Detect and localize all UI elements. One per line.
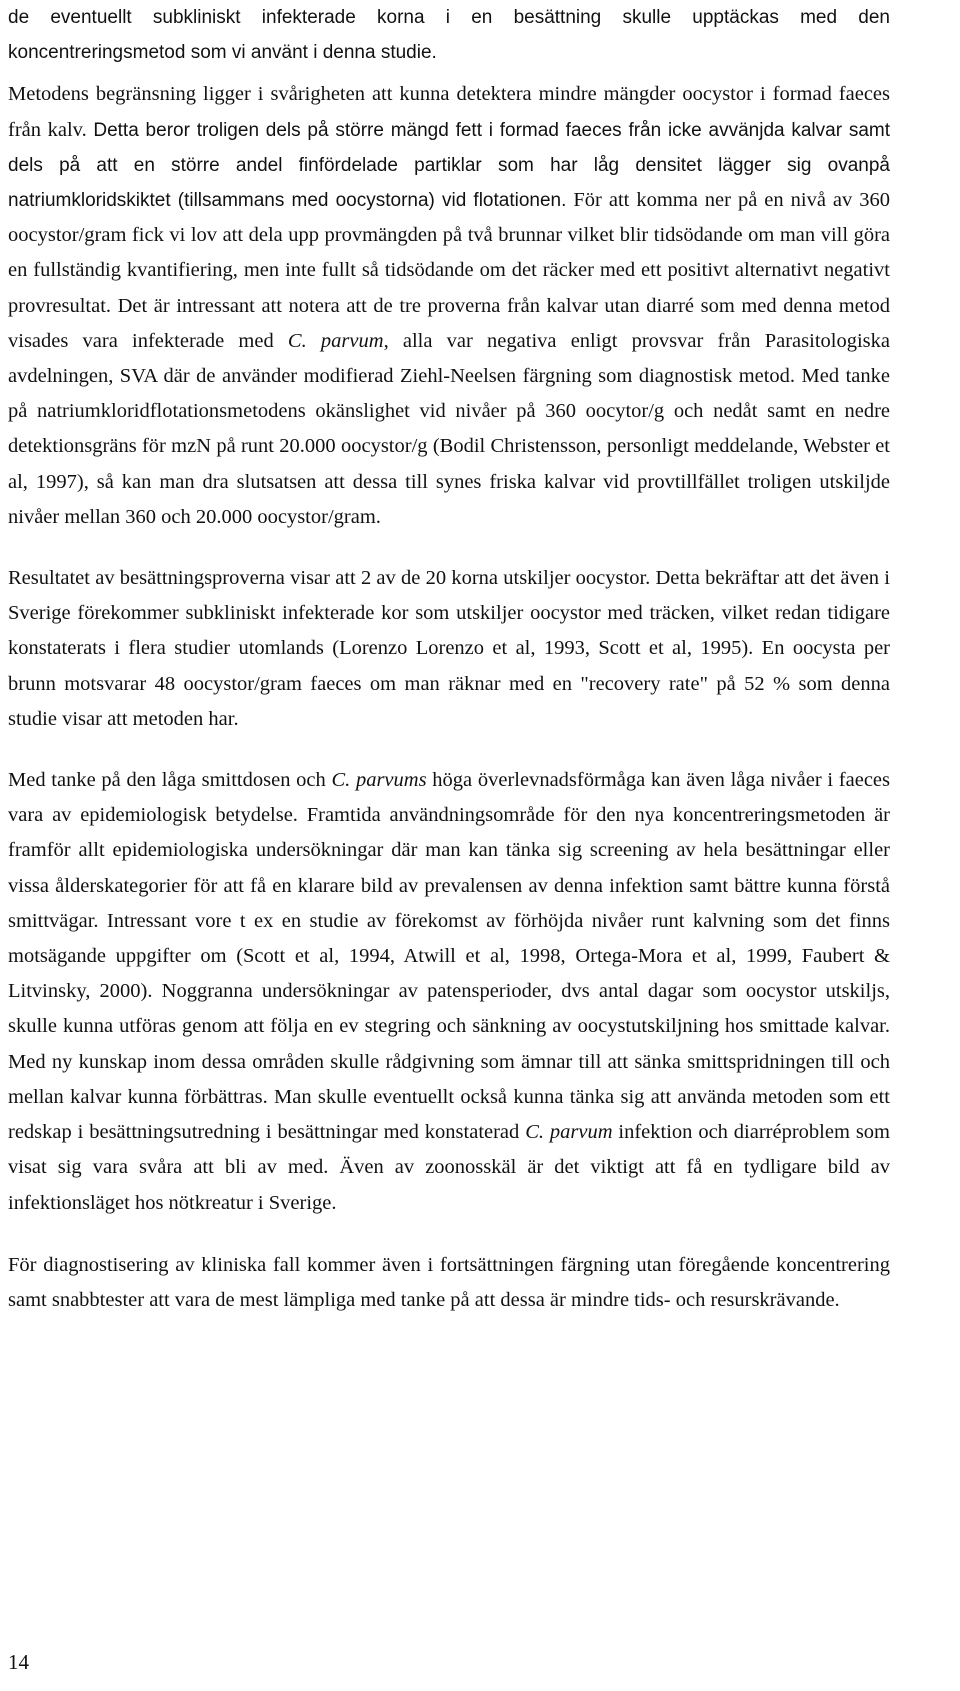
paragraph-3 [8,561,890,737]
paragraph-2 [8,77,890,535]
paragraph-5 [8,1248,890,1318]
species-name-italic: C. parvum [525,1121,613,1144]
paragraph-3-text: Resultatet av besättningsproverna visar att 2 av de 20 korna utskiljer oocystor. Detta bekräftar att det även i Sverige förekommer subkliniskt infekterade kor som utskiljer oocystor med träcken, vilket redan tidigare konstaterats i flera studier utomlands (Lorenzo Lorenzo et al, 1993, Scott et al, 1995). En oocysta per brunn motsvarar 48 oocystor/gram faeces om man räknar med en "recovery rate" på 52 % som denna studie visar att metoden har. [8,567,890,730]
paragraph-5-text: För diagnostisering av kliniska fall kommer även i fortsättningen färgning utan föregående koncentrering samt snabbtester att vara de mest lämpliga med tanke på att dessa är mindre tids- och resurskrävande. [8,1253,890,1311]
paragraph-4-text-a: Med tanke på den låga smittdosen och [8,769,332,792]
document-body [8,0,890,1318]
paragraph-2-text-c: För att komma ner på en nivå av 360 oocystor/gram fick vi lov att dela upp provmängden på två brunnar vilket blir tidsödande om man vill göra en fullständig kvantifiering, men inte fullt så tidsödande om det räcker med ett positivt alternativt negativt provresultat. Det är intressant att notera att de tre proverna från kalvar utan diarré som med denna metod visades vara infekterade med [8,189,890,352]
paragraph-1-text: de eventuellt subkliniskt infekterade korna i en besättning skulle upptäckas med den koncentreringsmetod som vi använt i denna studie. [8,7,890,64]
paragraph-2-text-a: Metodens begränsning ligger i svårigheten att kunna detektera mindre mängder oocystor i formad faeces från kalv. [8,83,890,141]
page-number: 14 [8,1650,29,1674]
species-name-italic: C. parvum [287,329,384,352]
paragraph-4-text-c: infektion och diarréproblem som visat sig vara svåra att bli av med. Även av zoonosskäl är det viktigt att få en tydligare bild av infektionsläget hos nötkreatur i Sverige. [8,1121,890,1214]
species-name-italic: C. parvums [331,769,427,792]
paragraph-1 [8,0,890,70]
paragraph-2-text-d: , alla var negativa enligt provsvar från Parasitologiska avdelningen, SVA där de använder modifierad Ziehl-Neelsen färgning som diagnostisk metod. Med tanke på natriumkloridflotationsmetodens okänslighet vid nivåer på 360 oocytor/g och nedåt samt en nedre detektionsgräns för mzN på runt 20.000 oocystor/g (Bodil Christensson, personligt meddelande, Webster et al, 1997), så kan man dra slutsatsen att dessa till synes friska kalvar vid provtillfället troligen utskiljde nivåer mellan 360 och 20.000 oocystor/gram. [8,329,890,528]
paragraph-4 [8,763,890,1221]
paragraph-2-text-b: Detta beror troligen dels på större mängd fett i formad faeces från icke avvänjda kalvar samt dels på att en större andel finfördelade partiklar som har låg densitet lägger sig ovanpå natriumkloridskiktet (tillsammans med oocystorna) vid flotationen. [8,119,891,212]
paragraph-4-text-b: höga överlevnadsförmåga kan även låga nivåer i faeces vara av epidemiologisk betydelse. Framtida användningsområde för den nya koncentreringsmetoden är framför allt epidemiologiska undersökningar där man kan tänka sig screening av hela besättningar eller vissa ålderskategorier för att få en klarare bild av prevalensen av denna infektion samt bättre kunna förstå smittvägar. Intressant vore t ex en studie av förekomst av förhöjda nivåer runt kalvning som det finns motsägande uppgifter om (Scott et al, 1994, Atwill et al, 1998, Ortega-Mora et al, 1999, Faubert & Litvinsky, 2000). Noggranna undersökningar av patensperioder, dvs antal dagar som oocystor utskiljs, skulle kunna utföras genom att följa en ev stegring och sänkning av oocystutskiljning hos smittade kalvar. Med ny kunskap inom dessa områden skulle rådgivning som ämnar till att sänka smittspridningen till och mellan kalvar kunna förbättras. Man skulle eventuellt också kunna tänka sig att använda metoden som ett redskap i besättningsutredning i besättningar med konstaterad [8,769,890,1144]
